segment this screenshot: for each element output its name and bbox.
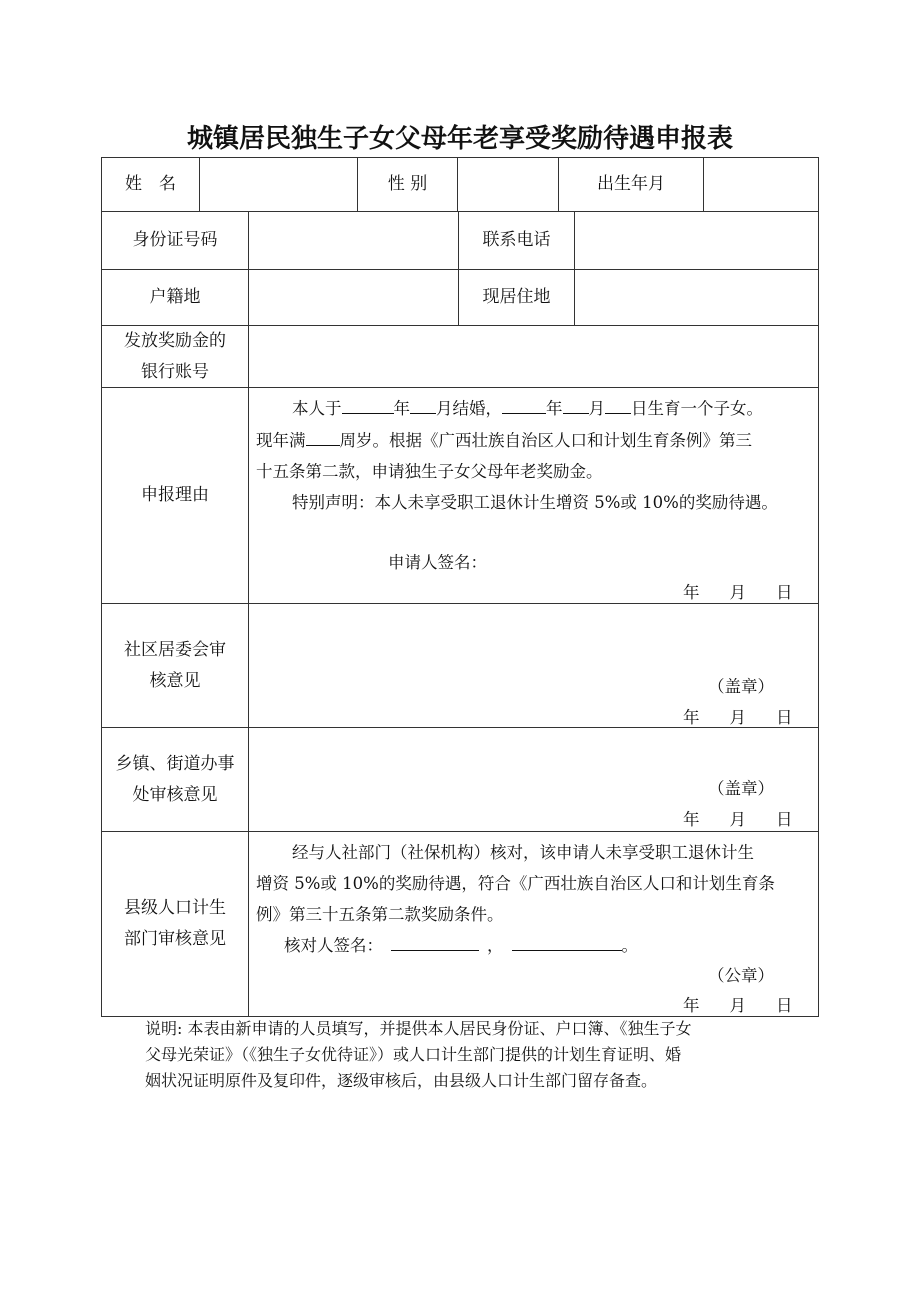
verifier-signature-blank-2[interactable] [512,936,622,951]
township-label-line1: 乡镇、街道办事 [115,753,235,774]
id-label: 身份证号码 [132,230,218,250]
name-input-cell[interactable] [199,157,358,212]
date-day: 日 [776,708,793,727]
reason-text: 现年满 [256,431,306,450]
residence-label: 现居住地 [482,287,551,307]
age-blank[interactable] [306,431,340,446]
bank-label [101,325,249,388]
period: 。 [621,936,638,955]
gender-label: 性 别 [387,174,428,194]
reason-text: 月结婚， [436,399,502,418]
county-date [683,992,793,1016]
phone-label: 联系电话 [482,230,551,250]
community-stamp: （盖章） [708,677,774,696]
marriage-year-blank[interactable] [342,399,394,414]
date-month: 月 [729,996,746,1015]
form-title: 城镇居民独生子女父母年老享受奖励待遇申报表 [186,124,733,154]
residence-input-cell[interactable] [574,269,819,326]
township-label-line2: 处审核意见 [132,784,218,805]
note-line-3: 姻状况证明原件及复印件，逐级审核后，由县级人口计生部门留存备查。 [145,1071,658,1090]
county-line-2: 增资 5%或 10%的奖励待遇，符合《广西壮族自治区人口和计划生育条 [256,874,775,893]
birth-year-blank[interactable] [502,399,546,414]
date-day: 日 [776,810,793,829]
county-label-line2: 部门审核意见 [124,929,226,949]
reason-text: 月 [588,399,605,418]
marriage-month-blank[interactable] [410,399,436,414]
birth-input-cell[interactable] [703,157,819,212]
verifier-signature-blank-1[interactable] [391,936,479,951]
reason-line-3: 十五条第二款，申请独生子女父母年老奖励金。 [256,462,603,481]
reason-text: 本人于 [292,399,342,418]
id-input-cell[interactable] [248,211,459,270]
applicant-signature-label: 申请人签名： [388,553,487,572]
date-month: 月 [729,583,746,602]
household-label: 户籍地 [149,287,201,307]
name-label: 姓 名 [125,174,176,194]
reason-text: 日生育一个子女。 [631,399,763,418]
reason-label: 申报理由 [141,485,209,505]
reason-text: 年 [546,399,563,418]
gender-input-cell[interactable] [457,157,559,212]
county-label-line1: 县级人口计生 [124,898,226,918]
community-date [683,704,793,728]
date-day: 日 [776,583,793,602]
note-line-1: 说明: 本表由新申请的人员填写，并提供本人居民身份证、户口簿、《独生子女 [145,1019,692,1038]
date-month: 月 [729,708,746,727]
reason-text: 年 [393,399,410,418]
bank-input-cell[interactable] [248,325,819,388]
phone-input-cell[interactable] [574,211,819,270]
date-month: 月 [729,810,746,829]
county-line-4 [284,932,638,956]
household-input-cell[interactable] [248,269,459,326]
township-date [683,806,793,830]
date-year: 年 [683,583,700,602]
county-label [101,831,249,1017]
comma: ， [487,936,504,955]
date-year: 年 [683,996,700,1015]
community-label-line2: 核意见 [149,670,201,691]
birth-day-blank[interactable] [605,399,631,414]
community-label [101,603,249,728]
county-official-stamp: （公章） [708,966,774,985]
county-line-3: 例》第三十五条第二款奖励条件。 [256,905,504,924]
verifier-signature-label: 核对人签名： [284,936,383,955]
township-stamp: （盖章） [708,779,774,798]
reason-date [683,579,793,603]
reason-line-2 [256,427,752,451]
date-day: 日 [776,996,793,1015]
birth-label: 出生年月 [597,174,665,194]
date-year: 年 [683,708,700,727]
reason-text: 周岁。根据《广西壮族自治区人口和计划生育条例》第三 [339,431,752,450]
township-label [101,727,249,832]
county-line-1: 经与人社部门（社保机构）核对，该申请人未享受职工退休计生 [292,843,754,862]
reason-line-1 [292,395,763,419]
reason-line-4: 特别声明：本人未享受职工退休计生增资 5%或 10%的奖励待遇。 [292,493,778,512]
date-year: 年 [683,810,700,829]
birth-month-blank[interactable] [563,399,589,414]
bank-label-line1: 发放奖励金的 [124,330,226,351]
community-label-line1: 社区居委会审 [124,639,226,660]
note-line-2: 父母光荣证》（《独生子女优待证》）或人口计生部门提供的计划生育证明、婚 [145,1045,682,1064]
bank-label-line2: 银行账号 [141,361,209,382]
